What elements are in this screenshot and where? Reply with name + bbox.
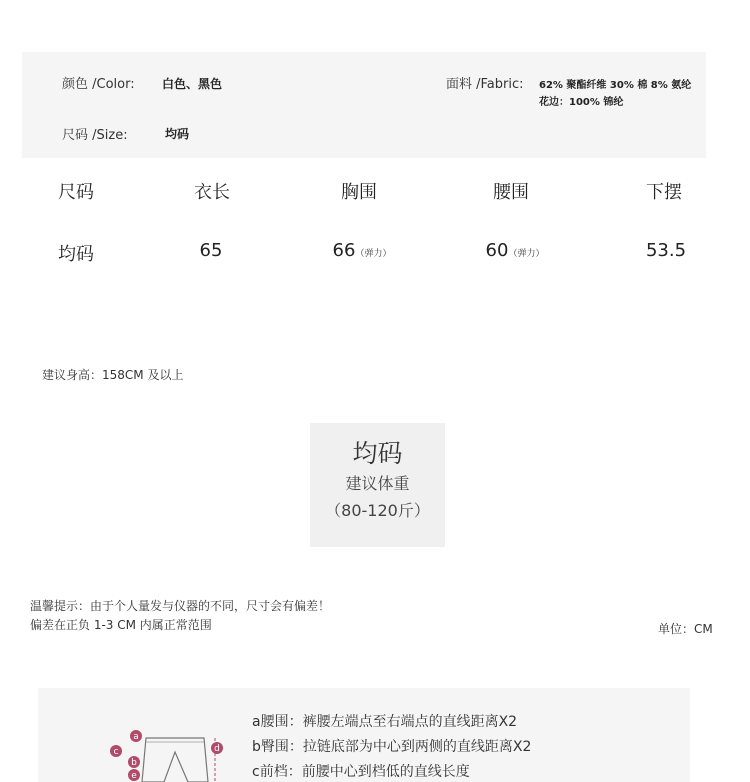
header-hem: 下摆 xyxy=(646,182,682,203)
header-bust: 胸围 xyxy=(341,182,377,203)
measure-line-c: c前档：前腰中心到档低的直线长度 xyxy=(252,764,470,780)
cell-waist-value: 60 xyxy=(485,240,509,261)
weight-card-subtitle: 建议体重 xyxy=(345,474,410,493)
size-label: 尺码 /Size: xyxy=(62,128,128,143)
header-size: 尺码 xyxy=(58,182,94,203)
measure-line-b: b臀围：拉链底部为中心到两侧的直线距离X2 xyxy=(252,739,532,755)
marker-d-icon xyxy=(211,742,223,754)
lace-value: 花边：100% 锦纶 xyxy=(539,97,624,108)
weight-card xyxy=(310,423,445,547)
marker-e-label: e xyxy=(131,771,137,781)
marker-a-label: a xyxy=(133,732,139,742)
weight-card-range: （80-120斤） xyxy=(325,501,430,520)
waist-elastic-note: （弹力） xyxy=(508,249,545,259)
header-waist: 腰围 xyxy=(493,182,529,203)
header-length: 衣长 xyxy=(194,182,230,203)
cell-hem: 53.5 xyxy=(645,240,687,261)
color-label: 颜色 /Color: xyxy=(62,77,135,92)
marker-e-icon xyxy=(128,769,140,781)
fabric-value: 62% 聚酯纤维 30% 棉 8% 氨纶 xyxy=(539,80,692,91)
cell-bust-value: 66 xyxy=(332,240,356,261)
cell-waist xyxy=(486,240,545,261)
measure-line-a: a腰围：裤腰左端点至右端点的直线距离X2 xyxy=(252,714,518,730)
height-advice: 建议身高：158CM 及以上 xyxy=(42,368,184,382)
bust-elastic-note: （弹力） xyxy=(355,249,392,259)
tip-line-1: 温馨提示：由于个人量发与仪器的不同，尺寸会有偏差！ xyxy=(30,599,331,613)
marker-c-icon xyxy=(110,745,122,757)
marker-b-label: b xyxy=(131,758,137,768)
unit-label: 单位：CM xyxy=(658,622,713,636)
weight-card-title: 均码 xyxy=(352,439,403,468)
pants-outline-icon xyxy=(142,738,208,782)
fabric-label: 面料 /Fabric: xyxy=(446,77,524,92)
marker-b-icon xyxy=(128,756,140,768)
cell-size: 均码 xyxy=(58,244,94,265)
size-value: 均码 xyxy=(165,127,190,141)
color-value: 白色、黑色 xyxy=(162,77,223,91)
cell-bust xyxy=(333,240,392,261)
marker-d-label: d xyxy=(214,744,220,754)
marker-c-label: c xyxy=(113,747,119,757)
pants-diagram xyxy=(38,688,218,782)
marker-a-icon xyxy=(130,730,142,742)
cell-length: 65 xyxy=(199,240,223,261)
tip-line-2: 偏差在正负 1-3 CM 内属正常范围 xyxy=(30,618,212,632)
